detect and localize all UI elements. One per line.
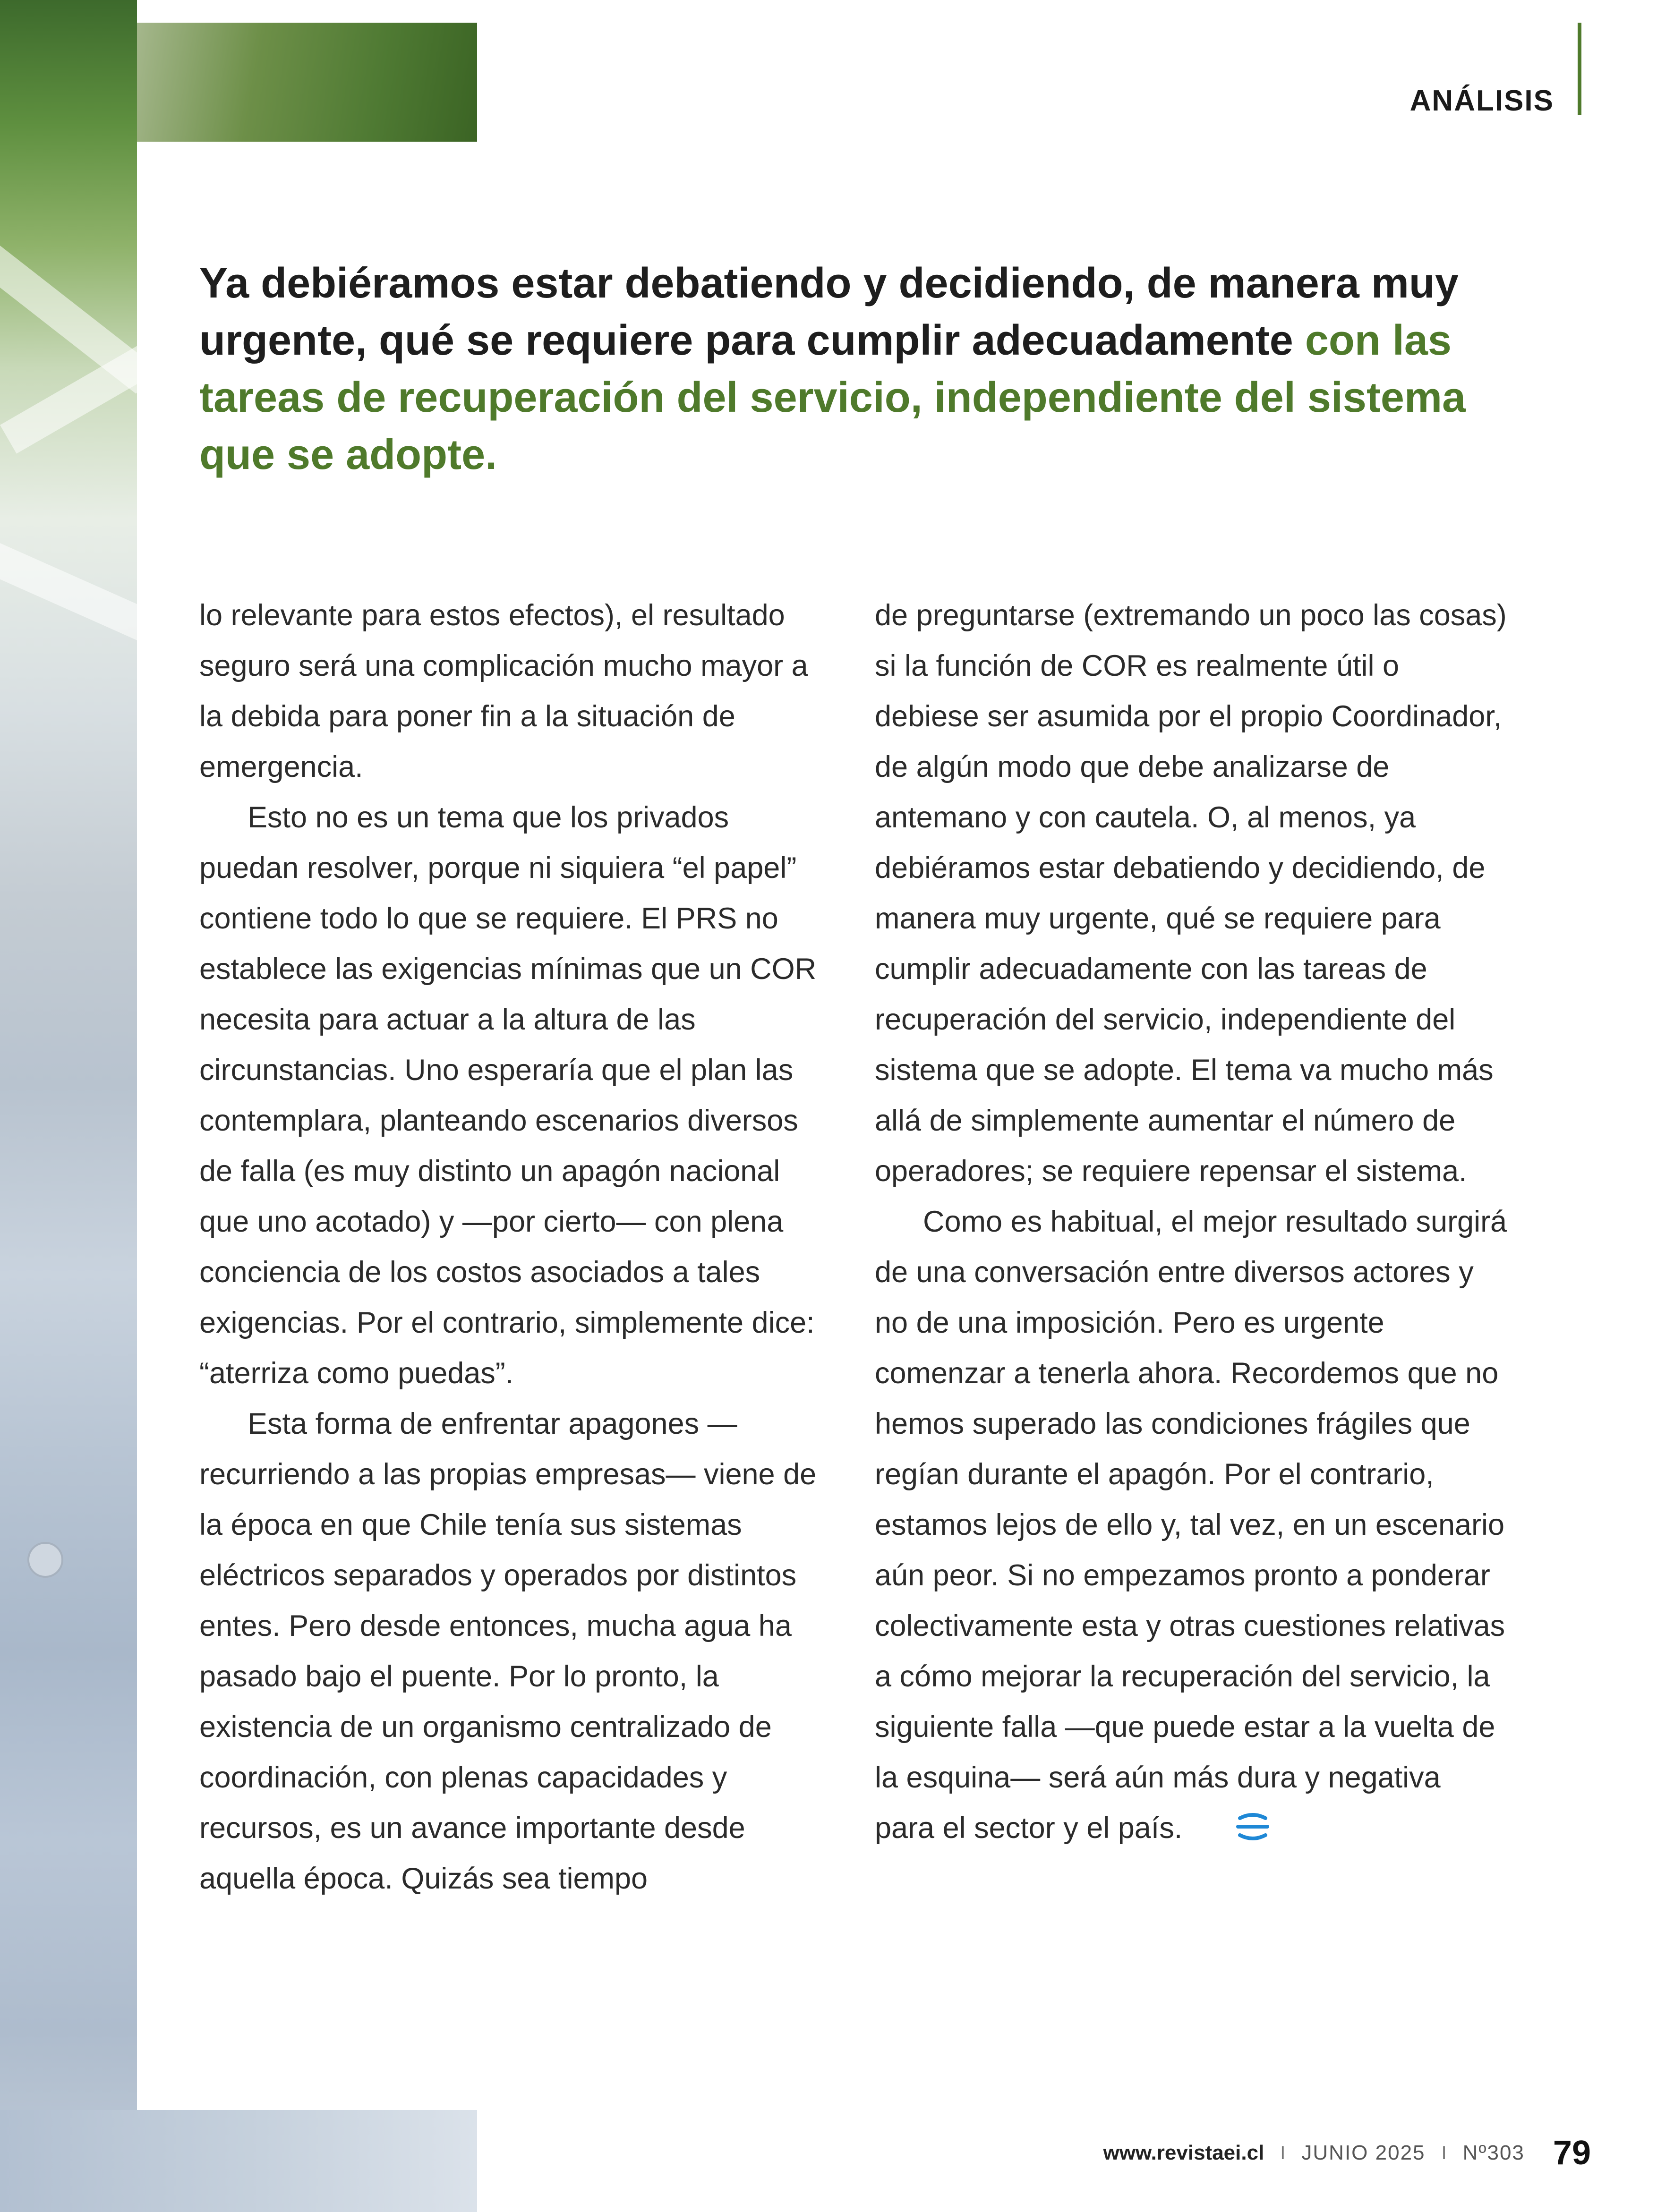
body-column-right [875, 590, 1508, 1857]
paragraph-text: Como es habitual, el mejor resultado surgirá de una conversación entre diversos actores y no de una imposición. Pero es urgente comenzar a tenerla ahora. Recordemos que no hemos superado las condiciones frágiles que regían durante el apagón. Por el contrario, estamos lejos de ello y, tal vez, en un escenario aún peor. Si no empezamos pronto a ponderar colectivamente esta y otras cuestiones relativas a cómo mejorar la recuperación del servicio, la siguiente falla —que puede estar a la vuelta de la esquina— será aún más dura y negativa para el sector y el país. [875, 1205, 1507, 1845]
footer-date: JUNIO 2025 [1301, 2141, 1426, 2164]
pullquote-dark: Ya debiéramos estar debatiendo y decidiendo, de manera muy urgente, qué se requiere para cumplir adecuadamente [199, 260, 1459, 364]
page-number: 79 [1553, 2134, 1591, 2172]
footer-separator: I [1441, 2142, 1447, 2163]
pullquote-green: con las tareas de recuperación del servicio, independiente del sistema que se adopte. [199, 317, 1466, 478]
pullquote [199, 255, 1546, 484]
body-column-left [199, 590, 832, 1904]
paragraph: de preguntarse (extremando un poco las cosas) si la función de COR es realmente útil o debiese ser asumida por el propio Coordinador, de algún modo que debe analizarse de antemano y con cautela. O, al menos, ya debiéramos estar debatiendo y decidiendo, de manera muy urgente, qué se requiere para cumplir adecuadamente con las tareas de recuperación del servicio, independiente del sistema que se adopte. El tema va mucho más allá de simplemente aumentar el número de operadores; se requiere repensar el sistema. [875, 599, 1507, 1188]
section-label: ANÁLISIS [1409, 85, 1554, 117]
background-photo-bottom [0, 2110, 477, 2212]
paragraph: lo relevante para estos efectos), el resultado seguro será una complicación mucho mayor a la debida para poner fin a la situación de emergencia. [199, 599, 808, 783]
footer-site: www.revistaei.cl [1103, 2141, 1264, 2164]
section-rule [1578, 23, 1581, 115]
paragraph-final [875, 1197, 1508, 1857]
background-photo-top [137, 23, 477, 142]
shirt-button [27, 1542, 63, 1578]
footer-separator: I [1280, 2142, 1286, 2163]
paragraph: Esto no es un tema que los privados puedan resolver, porque ni siquiera “el papel” contiene todo lo que se requiere. El PRS no establece las exigencias mínimas que un COR necesita para actuar a la altura de las circunstancias. Uno esperaría que el plan las contemplara, planteando escenarios diversos de falla (es muy distinto un apagón nacional que uno acotado) y —por cierto— con plena conciencia de los costos asociados a tales exigencias. Por el contrario, simplemente dice: “aterriza como puedas”. [199, 801, 817, 1390]
page-footer [1103, 2134, 1591, 2172]
paragraph: Esta forma de enfrentar apagones —recurriendo a las propias empresas— viene de la época en que Chile tenía sus sistemas eléctricos separados y operados por distintos entes. Pero desde entonces, mucha agua ha pasado bajo el puente. Por lo pronto, la existencia de un organismo centralizado de coordinación, con plenas capacidades y recursos, es un avance importante desde aquella época. Quizás sea tiempo [199, 1407, 817, 1895]
footer-issue: Nº303 [1462, 2141, 1525, 2164]
revista-ei-logo-icon [1188, 1807, 1269, 1857]
